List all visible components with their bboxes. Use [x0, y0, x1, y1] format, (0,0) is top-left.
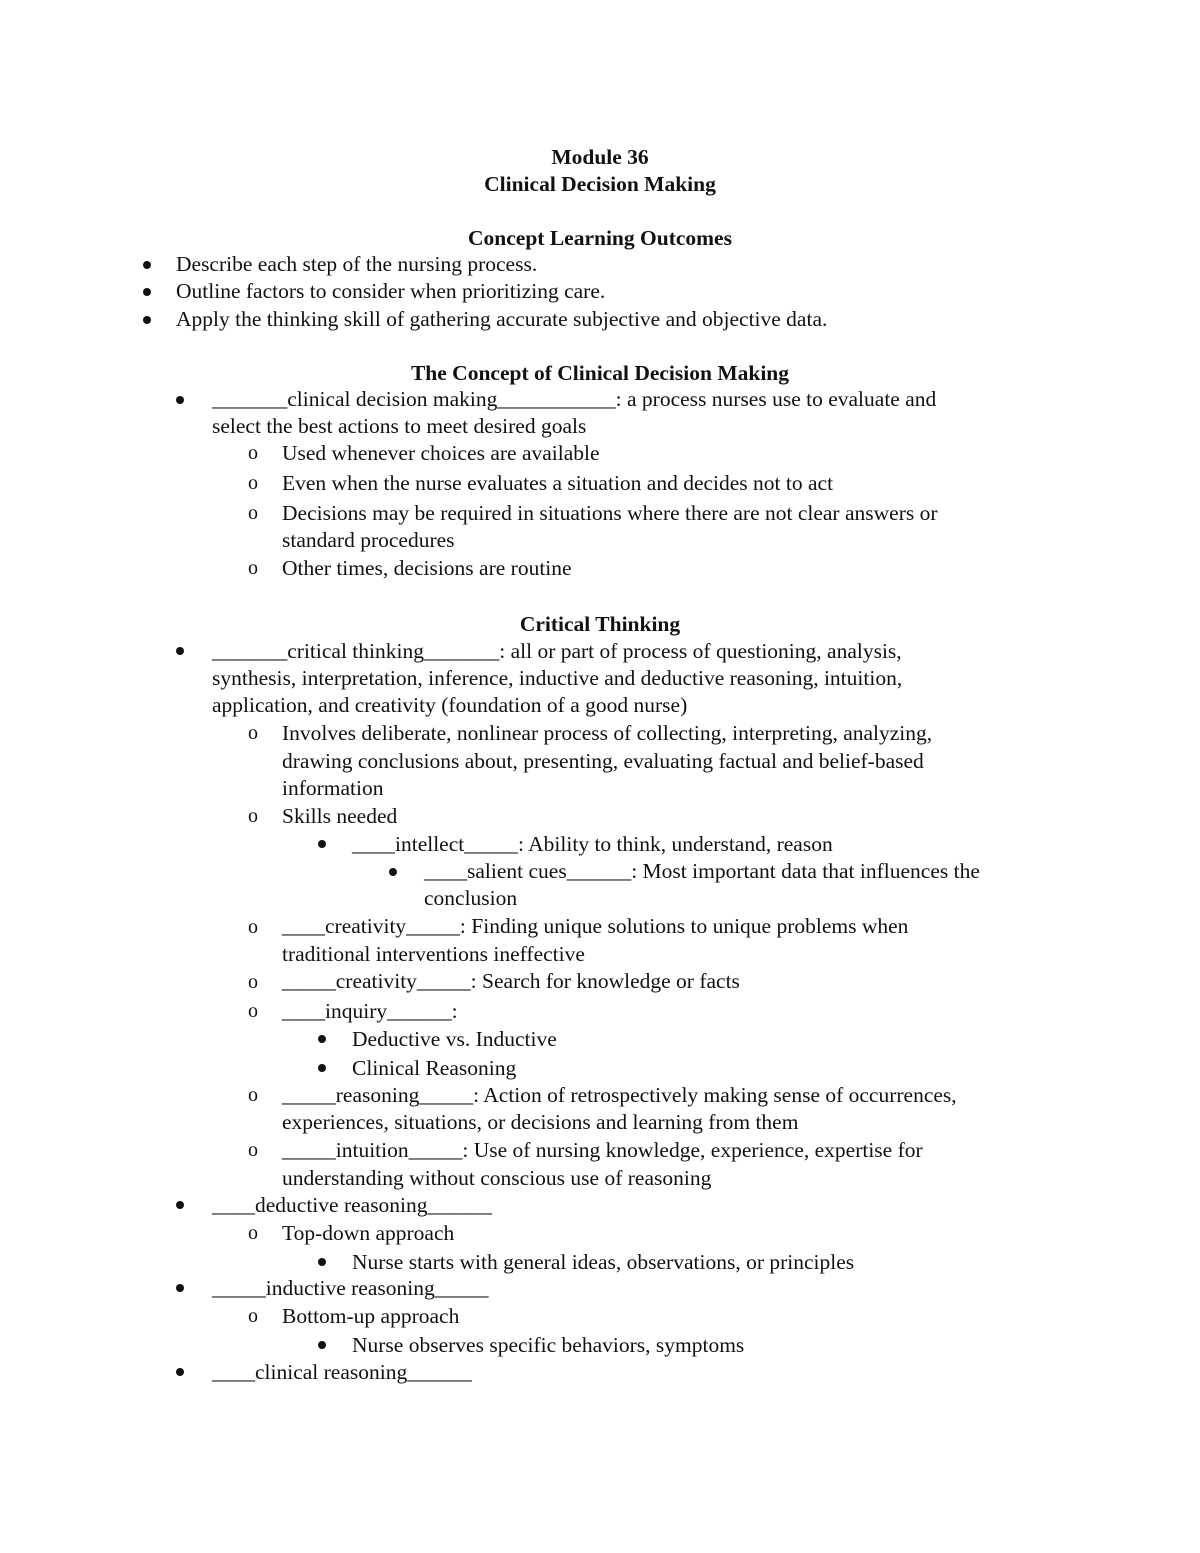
- list-item-continuation: experiences, situations, or decisions and learning from them: [282, 1110, 799, 1134]
- bullet-icon: [143, 261, 151, 269]
- list-item-continuation: understanding without conscious use of reasoning: [282, 1166, 712, 1190]
- list-item: Nurse observes specific behaviors, symptoms: [352, 1333, 745, 1357]
- list-item-continuation: application, and creativity (foundation of a good nurse): [212, 693, 688, 717]
- list-item-continuation: standard procedures: [282, 528, 455, 552]
- list-item-continuation: select the best actions to meet desired goals: [212, 414, 587, 438]
- list-item: _____intuition_____: Use of nursing knowledge, experience, expertise for: [282, 1138, 923, 1162]
- circle-bullet-icon: o: [248, 472, 258, 494]
- list-item: _____creativity_____: Search for knowledge or facts: [282, 969, 740, 993]
- bullet-icon: [318, 840, 326, 848]
- circle-bullet-icon: o: [248, 442, 258, 464]
- list-item: Used whenever choices are available: [282, 441, 600, 465]
- circle-bullet-icon: o: [248, 1000, 258, 1022]
- bullet-icon: [176, 647, 184, 655]
- circle-bullet-icon: o: [248, 1084, 258, 1106]
- bullet-icon: [318, 1258, 326, 1266]
- bullet-icon: [176, 396, 184, 404]
- list-item: ____clinical reasoning______: [212, 1360, 472, 1384]
- outcomes-heading: Concept Learning Outcomes: [468, 226, 732, 250]
- critical-thinking-heading: Critical Thinking: [519, 612, 681, 636]
- bullet-icon: [318, 1064, 326, 1072]
- list-item-continuation: synthesis, interpretation, inference, inductive and deductive reasoning, intuition,: [212, 666, 903, 690]
- circle-bullet-icon: o: [248, 557, 258, 579]
- list-item: ____intellect_____: Ability to think, understand, reason: [352, 832, 833, 856]
- list-item: Other times, decisions are routine: [282, 556, 572, 580]
- list-item: _____inductive reasoning_____: [212, 1276, 489, 1300]
- list-item-continuation: information: [282, 776, 384, 800]
- bullet-icon: [389, 868, 397, 876]
- list-item: Bottom-up approach: [282, 1304, 460, 1328]
- decision-making-heading: The Concept of Clinical Decision Making: [410, 361, 790, 385]
- circle-bullet-icon: o: [248, 805, 258, 827]
- bullet-icon: [176, 1284, 184, 1292]
- list-item: _____reasoning_____: Action of retrospectively making sense of occurrences,: [282, 1083, 957, 1107]
- list-item-continuation: drawing conclusions about, presenting, evaluating factual and belief-based: [282, 749, 924, 773]
- bullet-icon: [318, 1341, 326, 1349]
- module-number: Module 36: [551, 145, 649, 169]
- bullet-icon: [143, 316, 151, 324]
- bullet-icon: [143, 288, 151, 296]
- list-item: Involves deliberate, nonlinear process of collecting, interpreting, analyzing,: [282, 721, 933, 745]
- circle-bullet-icon: o: [248, 916, 258, 938]
- list-item: ____salient cues______: Most important data that influences the: [424, 859, 980, 883]
- list-item: ____inquiry______:: [282, 999, 458, 1023]
- list-item-continuation: traditional interventions ineffective: [282, 942, 585, 966]
- circle-bullet-icon: o: [248, 1139, 258, 1161]
- list-item: ____creativity_____: Finding unique solutions to unique problems when: [282, 914, 909, 938]
- outcome-item: Describe each step of the nursing process.: [176, 252, 538, 276]
- outcome-item: Outline factors to consider when prioritizing care.: [176, 279, 606, 303]
- list-item: _______critical thinking_______: all or part of process of questioning, analysis,: [212, 639, 902, 663]
- outcome-item: Apply the thinking skill of gathering accurate subjective and objective data.: [176, 307, 828, 331]
- circle-bullet-icon: o: [248, 722, 258, 744]
- bullet-icon: [176, 1201, 184, 1209]
- bullet-icon: [176, 1368, 184, 1376]
- circle-bullet-icon: o: [248, 971, 258, 993]
- list-item: Top-down approach: [282, 1221, 455, 1245]
- circle-bullet-icon: o: [248, 1305, 258, 1327]
- list-item: Clinical Reasoning: [352, 1056, 517, 1080]
- list-item: Even when the nurse evaluates a situation and decides not to act: [282, 471, 834, 495]
- list-item: Decisions may be required in situations where there are not clear answers or: [282, 501, 938, 525]
- circle-bullet-icon: o: [248, 502, 258, 524]
- list-item: Deductive vs. Inductive: [352, 1027, 557, 1051]
- list-item: Skills needed: [282, 804, 398, 828]
- list-item-continuation: conclusion: [424, 886, 518, 910]
- list-item: _______clinical decision making___________: a process nurses use to evaluate and: [212, 387, 937, 411]
- module-title: Clinical Decision Making: [484, 172, 716, 196]
- list-item: Nurse starts with general ideas, observations, or principles: [352, 1250, 855, 1274]
- bullet-icon: [318, 1035, 326, 1043]
- circle-bullet-icon: o: [248, 1222, 258, 1244]
- list-item: ____deductive reasoning______: [212, 1193, 493, 1217]
